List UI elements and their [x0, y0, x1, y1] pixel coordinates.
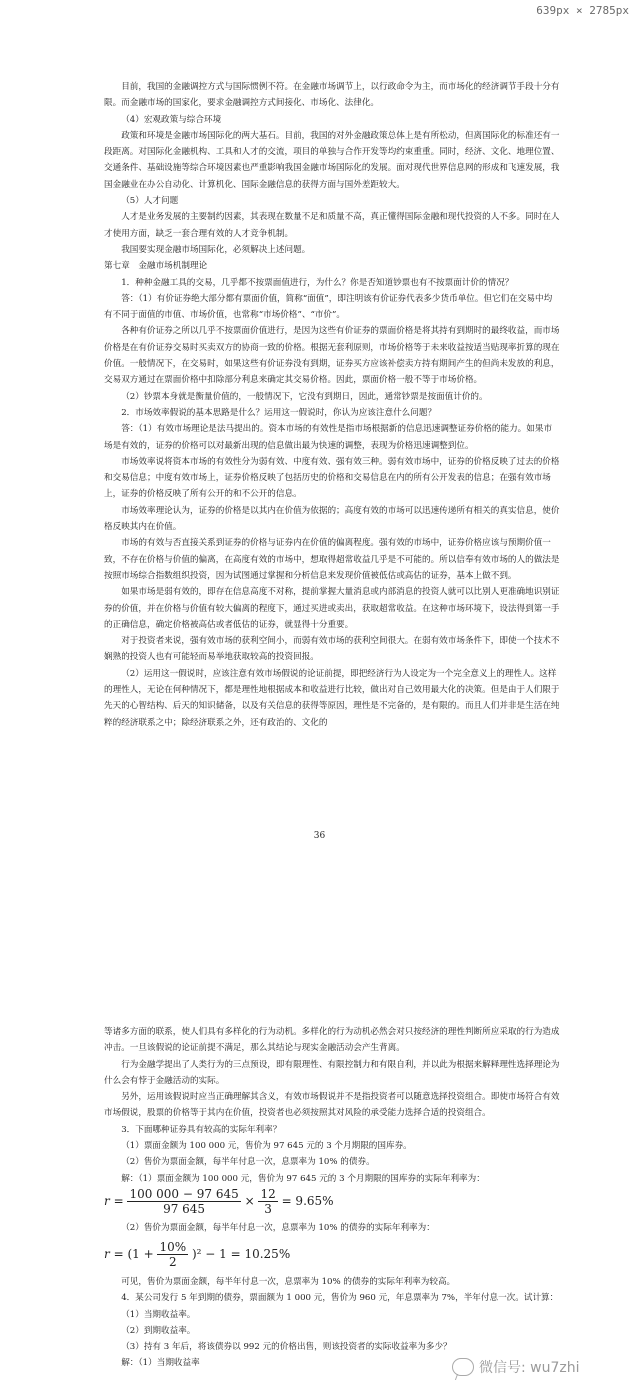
paragraph: 市场效率说将资本市场的有效性分为弱有效、中度有效、强有效三种。弱有效市场中，证券的价格反映了过去的价格和交易信息；中度有效市场上，证券价格反映了包括历史的价格和交易信息在内的所有公开发表的信息；在强有效市场上，证券的价格反映了所有公开的和不公开的信息。	[104, 456, 560, 500]
formula-result: = 9.65%	[281, 1194, 334, 1208]
paragraph: 市场效率理论认为，证券的价格是以其内在价值为依据的；高度有效的市场可以迅速传递所有相关的真实信息，使价格反映其内在价值。	[104, 505, 560, 533]
paragraph: 答：（1）有效市场理论是法马提出的。资本市场的有效性是指市场根据新的信息迅速调整证券价格的能力。如果市场是有效的，证券的价格可以对最新出现的信息做出最为快速的调整，表现为价格迅速调整到位。	[104, 424, 553, 451]
paragraph: 4．某公司发行 5 年到期的债券，票面额为 1 000 元，售价为 960 元，年息票率为 7%，半年付息一次。试计算：	[121, 1293, 559, 1304]
paragraph: （4）宏观政策与综合环境	[121, 114, 222, 125]
formula-lhs: r	[104, 1247, 110, 1261]
formula-post: )² − 1 = 10.25%	[191, 1247, 291, 1261]
fraction	[157, 1240, 188, 1269]
paragraph: （2）售价为票面金额，每半年付息一次，息票率为 10% 的债券的实际年利率为：	[121, 1223, 435, 1233]
paragraph: 1．种种金融工具的交易，几乎都不按票面值进行，为什么？你是否知道钞票也有不按票面计价的情况？	[121, 277, 514, 288]
paragraph: （1）票面金额为 100 000 元，售价为 97 645 元的 3 个月期限的国库券。	[121, 1141, 412, 1152]
paragraph: （2）售价为票面金额，每半年付息一次，息票率为 10% 的债券。	[121, 1157, 375, 1168]
watermark-text: 微信号: wu7zhi	[479, 1360, 580, 1376]
paragraph: 另外，运用该假说时应当正确理解其含义，有效市场假说并不是指投资者可以随意选择投资组合。即使市场符合有效市场假说，股票的价格等于其内在价值，投资者也必须按照其对风险的承受能力选择合适的投资组合。	[104, 1092, 560, 1119]
paragraph: 人才是业务发展的主要制约因素，其表现在数量不足和质量不高，真正懂得国际金融和现代投资的人不多。同时在人才使用方面，缺乏一套合理有效的人才竞争机制。	[104, 212, 560, 239]
wechat-watermark	[452, 1357, 580, 1377]
fraction	[258, 1187, 277, 1216]
formula-real-rate-bond	[104, 1240, 290, 1274]
paragraph: 各种有价证券之所以几乎不按票面价值进行，是因为这些有价证券的票面价格是将其持有到期时的最终收益，而市场价格是在有价证券交易时买卖双方的协商一致的价格。根据无套利原则，市场价格等于未来收益按适当贴现率折算的现在价值。一般情况下，在交易时，如果这些有价证券没有到期，证券买方应该补偿卖方持有期间产生的但尚未发放的利息，交易双方通过在票面价格中扣除部分利息来确定其交易价格。因此，票面价格一般不等于市场价格。	[104, 326, 560, 386]
denominator: 3	[264, 1202, 272, 1216]
paragraph: 我国要实现金融市场国际化，必须解决上述问题。	[121, 244, 311, 255]
heading-line: 等诸多方面的联系，使人们具有多样化的行为动机。多样化的行为动机必然会对只按经济的理性判断所应采取的行为造成冲击。一旦该假说的论证前提不满足，那么其结论与现实金融活动会产生背离。	[104, 1027, 560, 1054]
formula-pre: = (1 +	[113, 1247, 154, 1261]
dimensions-label: 639px × 2785px	[536, 4, 629, 17]
multiply-sign: ×	[244, 1194, 255, 1208]
paragraph: 政策和环境是金融市场国际化的两大基石。目前，我国的对外金融政策总体上是有所松动，但离国际化的标准还有一段距离。对国际化金融机构、工具和人才的交流，项目的单独与合作开发等均约束重重。同时，经济、文化、地理位置、交通条件、基础设施等综合环境因素也严重影响我国金融市场国际化的发展。面对现代世界信息网的形成和飞速发展，我国金融业在办公自动化、计算机化、国际金融信息的获得方面与国外差距较大。	[104, 130, 560, 190]
paragraph: （1）当期收益率。	[121, 1309, 196, 1320]
heading-line: 第七章 金融市场机制理论	[104, 261, 208, 272]
page-text-bottom-b	[104, 1220, 560, 1236]
denominator: 97 645	[163, 1202, 206, 1216]
paragraph: 解：（1）当期收益率	[121, 1358, 200, 1369]
paragraph: 可见，售价为票面金额，每半年付息一次，息票率为 10% 的债券的实际年利率为较高。	[121, 1277, 456, 1287]
paragraph: 2．市场效率假说的基本思路是什么？运用这一假说时，你认为应该注意什么问题？	[121, 407, 437, 418]
numerator: 10%	[159, 1240, 187, 1254]
fraction	[127, 1187, 240, 1216]
paragraph: 目前，我国的金融调控方式与国际惯例不符。在金融市场调节上，以行政命令为主，而市场化的经济调节手段十分有限。而金融市场的国家化，要求金融调控方式间接化、市场化、法律化。	[104, 82, 560, 109]
paragraph: 行为金融学提出了人类行为的三点预设，即有限理性、有限控制力和有限自利，并以此为根据来解释理性选择理论为什么会有悖于金融活动的实际。	[104, 1059, 560, 1086]
wechat-icon	[452, 1358, 474, 1376]
paragraph: （2）到期收益率。	[121, 1325, 196, 1336]
paragraph: 对于投资者来说，强有效市场的获利空间小，而弱有效市场的获利空间很大。在弱有效市场条件下，即使一个技术不娴熟的投资人也有可能轻而易举地获取较高的投资回报。	[104, 636, 560, 663]
numerator: 100 000 − 97 645	[129, 1187, 239, 1201]
paragraph: 如果市场是弱有效的，即存在信息高度不对称，提前掌握大量消息或内部消息的投资人就可以比别人更准确地识别证券的价值，并在价格与价值有较大偏离的程度下，通过买进或卖出，获取超常收益。在这种市场环境下，设法得到第一手的正确信息，确定价格被高估或者低估的证券，就显得十分重要。	[104, 587, 560, 630]
paragraph: （2）运用这一假说时，应该注意有效市场假说的论证前提，即把经济行为人设定为一个完全意义上的理性人。这样的理性人，无论在何种情况下，都是理性地根据成本和收益进行比较，做出对自己效用最大化的决策。但是由于人们限于先天的心智结构、后天的知识储备，以及有关信息的获得等原因，理性是不完备的，是有限的。而且人们并非是生活在纯粹的经济联系之中；除经济联系之外，还有政治的、文化的	[104, 668, 560, 728]
paragraph: （5）人才问题	[121, 196, 179, 207]
denominator: 2	[168, 1255, 177, 1269]
paragraph: 解：（1）票面金额为 100 000 元，售价为 97 645 元的 3 个月期限的国库券的实际年利率为：	[121, 1173, 485, 1184]
numerator: 12	[260, 1187, 276, 1201]
paragraph: （3）持有 3 年后，将该债券以 992 元的价格出售，则该投资者的实际收益率为多少？	[121, 1342, 452, 1353]
page-text-bottom-a	[104, 1024, 560, 1187]
formula-real-rate-tbill: r = $\frac{100 000 - 97 645}{97 645}$ × $\frac{12}{3}$ = 9.65%	[104, 1187, 334, 1216]
page-number: 36	[313, 831, 326, 841]
paragraph: 市场的有效与否直接关系到证券的价格与证券内在价值的偏离程度。强有效的市场中，证券价格应该与预期价值一致，不存在价格与价值的偏离，在高度有效的市场中，想取得超常收益几乎是不可能的。所以信奉有效市场的人的做法是按照市场综合指数组织投资，因为试图通过掌握和分析信息来发现价值被低估或高估的证券，基本上做不到。	[104, 538, 560, 581]
paragraph: 答：（1）有价证券绝大部分都有票面价值，简称“面值”，即注明该有价证券代表多少货币单位。但它们在交易中均有不同于面值的市值、市场价值，也常称“市场价格”、“市价”。	[104, 293, 553, 321]
paragraph: （2）钞票本身就是衡量价值的，一般情况下，它没有到期日，因此，通常钞票是按面值计价的。	[121, 391, 488, 402]
page-text-top	[104, 79, 560, 731]
paragraph: 3．下面哪种证券具有较高的实际年利率？	[121, 1124, 282, 1135]
formula-lhs: r	[104, 1194, 110, 1208]
